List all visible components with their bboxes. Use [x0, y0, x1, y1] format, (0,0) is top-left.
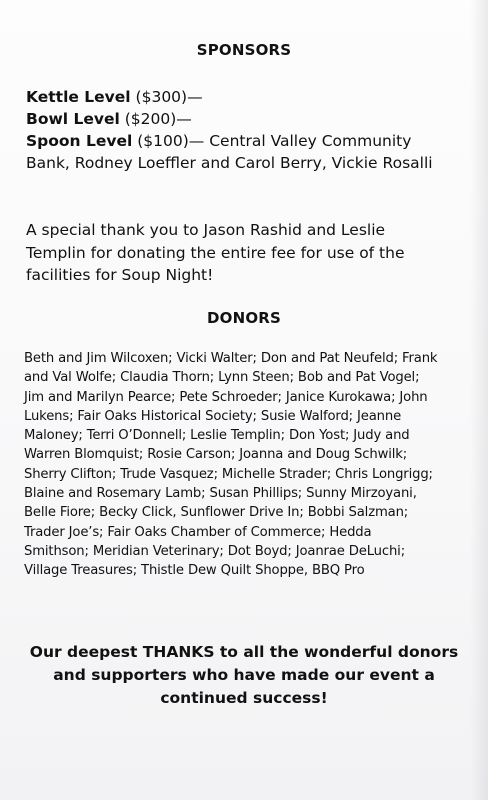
- level-name: Bowl Level: [26, 110, 120, 128]
- sponsor-levels: [26, 86, 456, 174]
- donors-heading: DONORS: [206, 309, 282, 327]
- level-amount: ($200)—: [119, 110, 192, 128]
- sponsor-level-bowl: [26, 108, 456, 130]
- special-thanks-paragraph: A special thank you to Jason Rashid and Leslie Templin for donating the entire fee for use of the facilities for Soup Night!: [26, 221, 405, 284]
- sponsors-heading: SPONSORS: [196, 41, 292, 59]
- donors-list: Beth and Jim Wilcoxen; Vicki Walter; Don and Pat Neufeld; Frank and Val Wolfe; Claudia Thorn; Lynn Steen; Bob and Pat Vogel; Jim and Marilyn Pearce; Pete Schroeder; Janice Kurokawa; John Lukens; Fair Oaks Historical Society; Susie Walford; Jeanne Maloney; Terri O’Donnell; Leslie Templin; Don Yost; Judy and Warren Blomquist; Rosie Carson; Joanna and Doug Schwilk; Sherry Clifton; Trude Vasquez; Michelle Strader; Chris Longrigg; Blaine and Rosemary Lamb; Susan Phillips; Sunny Mirzoyani, Belle Fiore; Becky Click, Sunflower Drive In; Bobbi Salzman; Trader Joe’s; Fair Oaks Chamber of Commerce; Hedda Smithson; Meridian Veterinary; Dot Boyd; Joanrae DeLuchi; Village Treasures; Thistle Dew Quilt Shoppe, BBQ Pro: [24, 351, 438, 579]
- level-name: Kettle Level: [26, 88, 131, 106]
- closing-thanks: Our deepest THANKS to all the wonderful donors and supporters who have made our event a continued success!: [29, 643, 459, 707]
- level-sponsors: Central Valley Community Bank, Rodney Loeffler and Carol Berry, Vickie Rosalli: [26, 132, 433, 172]
- level-amount: ($100)—: [132, 132, 205, 150]
- page-edge-shadow: [470, 0, 488, 800]
- level-name: Spoon Level: [26, 132, 133, 150]
- level-amount: ($300)—: [130, 88, 203, 106]
- sponsor-level-kettle: [26, 86, 456, 108]
- sponsor-level-spoon: [26, 130, 456, 174]
